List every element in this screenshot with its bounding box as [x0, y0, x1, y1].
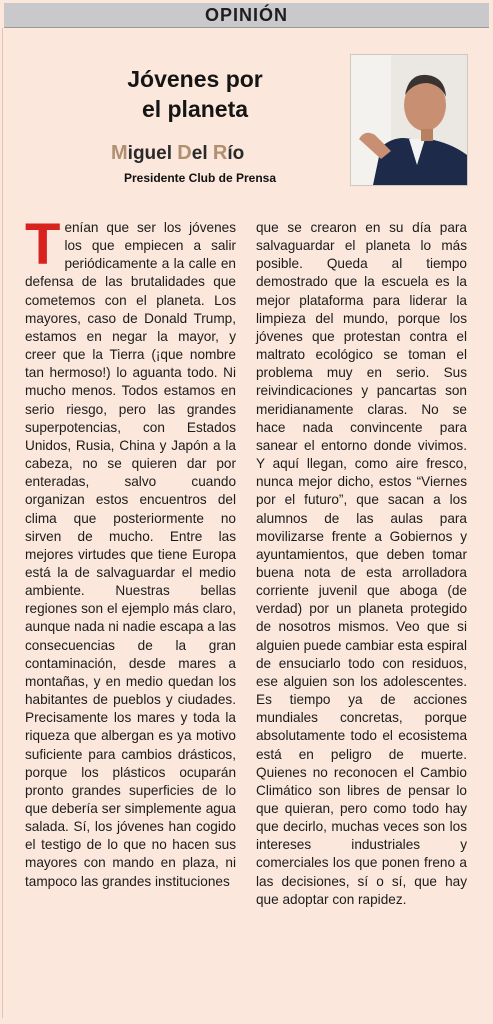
author-initial-2: D	[177, 142, 192, 164]
author-portrait-image	[351, 55, 467, 185]
article-title	[100, 64, 290, 124]
column-left-text: enían que ser los jóvenes los que empiecen a salir periódicamente a la calle en defensa de las brutalidades que cometemos con el planeta. Los mayores, caso de Donald Trump, estamos en negar la mayor, y creer que la Tierra (¡que nombre tan hermoso!) lo aguanta todo. Ni mucho menos. Todos estamos en serio riesgo, pero las grandes superpotencias, con Estados Unidos, Rusia, China y Japón a la cabeza, no se quieren dar por enteradas, salvo cuando organizan estos encuentros del clima que posteriormente no sirven de mucho. Entre las mejores virtudes que tiene Europa está la de salvaguardar el medio ambiente. Nuestras bellas regiones son el ejemplo más claro, aunque nada ni nadie escapa a las consecuencias de la gran contaminación, desde mares a montañas, y en medio quedan los habitantes de pueblos y ciudades. Precisamente los mares y toda la riqueza que albergan es ya motivo suficiente para cambios drásticos, porque los plásticos ocuparán pronto grandes superficies de lo que debería ser simplemente agua salada. Sí, los jóvenes han cogido el testigo de lo que no hacen sus mayores con mando en plaza, ni tampoco las grandes instituciones	[25, 220, 236, 889]
title-line-2: el planeta	[141, 96, 249, 122]
article-column-right	[256, 219, 467, 909]
author-initial-1: M	[111, 142, 128, 164]
author-photo	[350, 54, 468, 186]
author-initial-3: R	[212, 142, 228, 164]
column-right-paragraph: que se crearon en su día para salvaguardar el planeta lo más posible. Queda al tiempo demostrado que la escuela es la mejor plataforma para liderar la limpieza del mundo, porque los jóvenes que protestan contra el maltrato ecológico se toman el problema muy en serio. Sus reivindicaciones y pancartas son meridianamente claras. No se hace nada convincente para sanear el entorno donde vivimos. Y aquí llegan, como aire fresco, nunca mejor dicho, estos “Viernes por el futuro”, que sacan a los alumnos de las aulas para movilizarse frente a Gobiernos y ayuntamientos, que deben tomar buena nota de esta arrolladora corriente juvenil que aboga (de verdad) por un planeta protegido de nosotros mismos. Veo que si alguien puede cambiar esta espiral de ensuciarlo todo con residuos, ese alguien son los adolescentes. Es tiempo ya de acciones mundiales concretas, porque absolutamente todo el ecosistema está en peligro de muerte. Quienes no reconocen el Cambio Climático son libres de pensar lo que quieran, pero como todo hay que decirlo, muchas veces son los intereses industriales y comerciales los que ponen freno a las decisiones, sí o sí, que hay que adoptar con rapidez.	[256, 220, 467, 907]
column-left-paragraph	[25, 212, 236, 891]
author-name-part-2: el	[191, 143, 213, 164]
drop-cap: T	[25, 212, 61, 277]
section-header-bar	[4, 3, 489, 28]
article-column-left	[25, 212, 236, 891]
title-line-1: Jóvenes por	[127, 66, 263, 92]
section-label: OPINIÓN	[204, 4, 288, 25]
author-name	[100, 142, 311, 165]
author-role: Presidente Club de Prensa	[123, 171, 277, 185]
author-name-part-1: iguel	[127, 143, 178, 164]
author-name-part-3: ío	[227, 143, 245, 164]
